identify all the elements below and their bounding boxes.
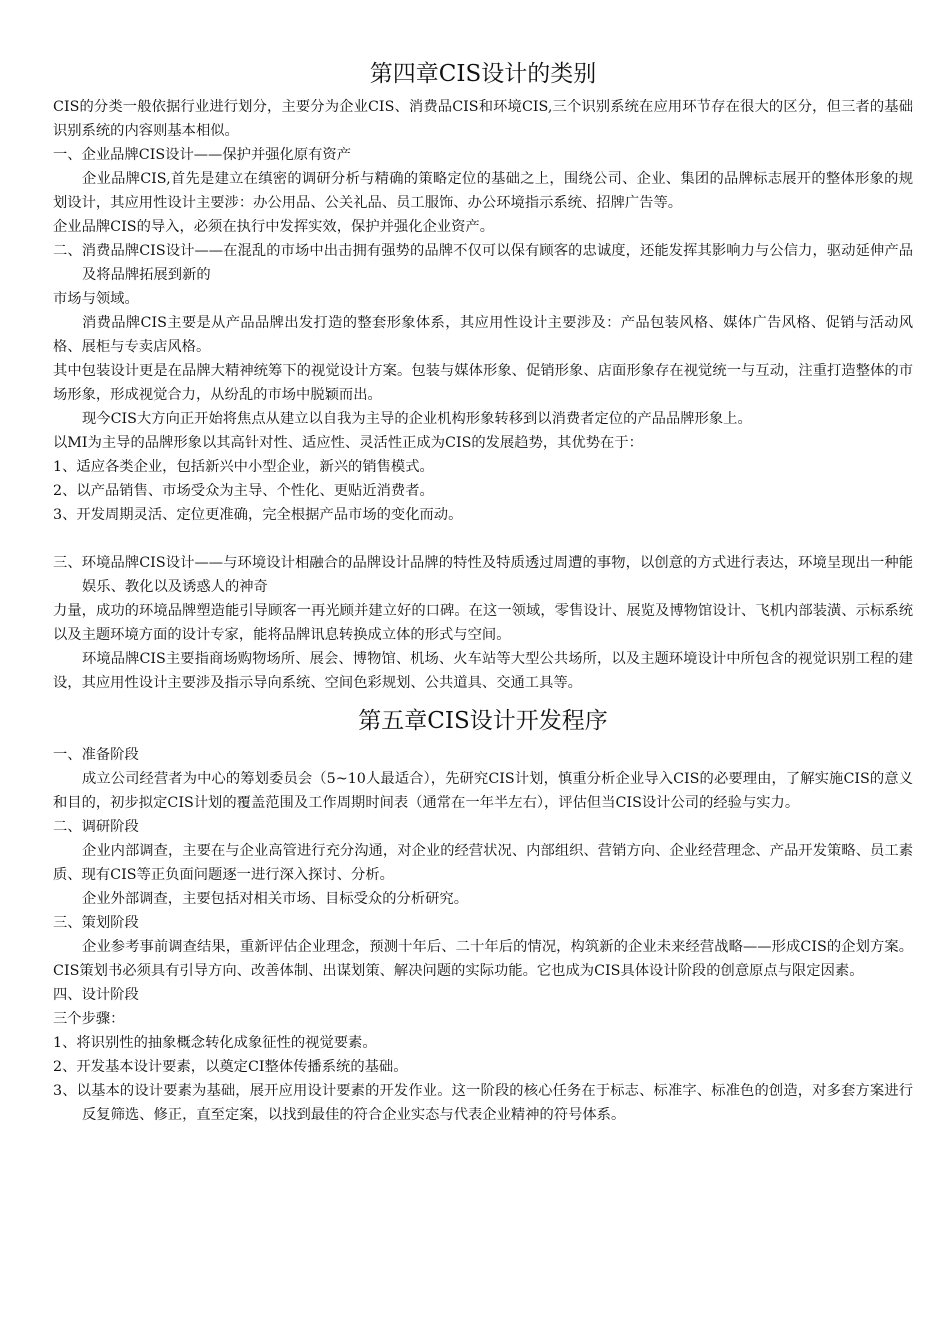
section2-paragraph: 以MI为主导的品牌形象以其高针对性、适应性、灵活性正成为CIS的发展趋势，其优势在于： [53,435,643,451]
stage2-heading: 二、调研阶段 [53,819,139,835]
document-page [53,58,913,1127]
section2-paragraph: 消费品牌CIS主要是从产品品牌出发打造的整套形象体系，其应用性设计主要涉及：产品包装风格、媒体广告风格、促销与活动风格、展柜与专卖店风格。 [53,315,913,355]
stage1-paragraph: 成立公司经营者为中心的筹划委员会（5~10人最适合），先研究CIS计划，慎重分析企业导入CIS的必要理由，了解实施CIS的意义和目的，初步拟定CIS计划的覆盖范围及工作周期时间表（通常在一年半左右），评估但当CIS设计公司的经验与实力。 [53,771,913,811]
stage1-heading: 一、准备阶段 [53,747,139,763]
stage4-subheading: 三个步骤： [53,1011,125,1027]
section3-paragraph: 环境品牌CIS主要指商场购物场所、展会、博物馆、机场、火车站等大型公共场所，以及主题环境设计中所包含的视觉识别工程的建设，其应用性设计主要涉及指示导向系统、空间色彩规划、公共道具、交通工具等。 [53,651,913,691]
chapter4-title: 第四章CIS设计的类别 [369,61,597,87]
section2-paragraph: 现今CIS大方向正开始将焦点从建立以自我为主导的企业机构形象转移到以消费者定位的产品品牌形象上。 [82,411,752,427]
blank-line [53,527,913,551]
section3-heading: 三、环境品牌CIS设计——与环境设计相融合的品牌设计品牌的特性及特质透过周遭的事物，以创意的方式进行表达，环境呈现出一种能娱乐、教化以及诱惑人的神奇 [53,555,913,595]
section3-heading-continued: 力量，成功的环境品牌塑造能引导顾客一再光顾并建立好的口碑。在这一领域，零售设计、展览及博物馆设计、飞机内部装潢、示标系统以及主题环境方面的设计专家，能将品牌讯息转换成立体的形式与空间。 [53,603,913,643]
chapter5-title: 第五章CIS设计开发程序 [358,708,608,734]
section1-paragraph: 企业品牌CIS的导入，必须在执行中发挥实效，保护并强化企业资产。 [53,219,494,235]
stage2-paragraph: 企业内部调查，主要在与企业高管进行充分沟通，对企业的经营状况、内部组织、营销方向、企业经营理念、产品开发策略、员工素质、现有CIS等正负面问题逐一进行深入探讨、分析。 [53,843,913,883]
stage3-heading: 三、策划阶段 [53,915,139,931]
list-item: 3、以基本的设计要素为基础，展开应用设计要素的开发作业。这一阶段的核心任务在于标志、标准字、标准色的创造，对多套方案进行反复筛选、修正，直至定案，以找到最佳的符合企业实态与代表企业精神的符号体系。 [53,1083,913,1123]
section2-paragraph: 其中包装设计更是在品牌大精神统筹下的视觉设计方案。包装与媒体形象、促销形象、店面形象存在视觉统一与互动，注重打造整体的市场形象，形成视觉合力，从纷乱的市场中脱颖而出。 [53,363,913,403]
list-item: 1、将识别性的抽象概念转化成象征性的视觉要素。 [53,1035,377,1051]
list-item: 3、开发周期灵活、定位更准确，完全根据产品市场的变化而动。 [53,507,463,523]
stage2-paragraph: 企业外部调查，主要包括对相关市场、目标受众的分析研究。 [82,891,469,907]
chapter4-intro: CIS的分类一般依据行业进行划分，主要分为企业CIS、消费品CIS和环境CIS,三个识别系统在应用环节存在很大的区分，但三者的基础识别系统的内容则基本相似。 [53,99,913,139]
section1-paragraph: 企业品牌CIS,首先是建立在缜密的调研分析与精确的策略定位的基础之上，围绕公司、企业、集团的品牌标志展开的整体形象的规划设计，其应用性设计主要涉：办公用品、公关礼品、员工服饰、办公环境指示系统、招牌广告等。 [53,171,913,211]
list-item: 1、适应各类企业，包括新兴中小型企业，新兴的销售模式。 [53,459,434,475]
list-item: 2、以产品销售、市场受众为主导、个性化、更贴近消费者。 [53,483,434,499]
stage3-paragraph: 企业参考事前调查结果，重新评估企业理念，预测十年后、二十年后的情况，构筑新的企业未来经营战略——形成CIS的企划方案。CIS策划书必须具有引导方向、改善体制、出谋划策、解决问题的实际功能。它也成为CIS具体设计阶段的创意原点与限定因素。 [53,939,913,979]
section2-heading-continued: 市场与领域。 [53,291,139,307]
stage4-heading: 四、设计阶段 [53,987,139,1003]
section1-heading: 一、企业品牌CIS设计——保护并强化原有资产 [53,147,352,163]
list-item: 2、开发基本设计要素，以奠定CI整体传播系统的基础。 [53,1059,408,1075]
section2-heading: 二、消费品牌CIS设计——在混乱的市场中出击拥有强势的品牌不仅可以保有顾客的忠诚度，还能发挥其影响力与公信力，驱动延伸产品及将品牌拓展到新的 [53,243,913,283]
